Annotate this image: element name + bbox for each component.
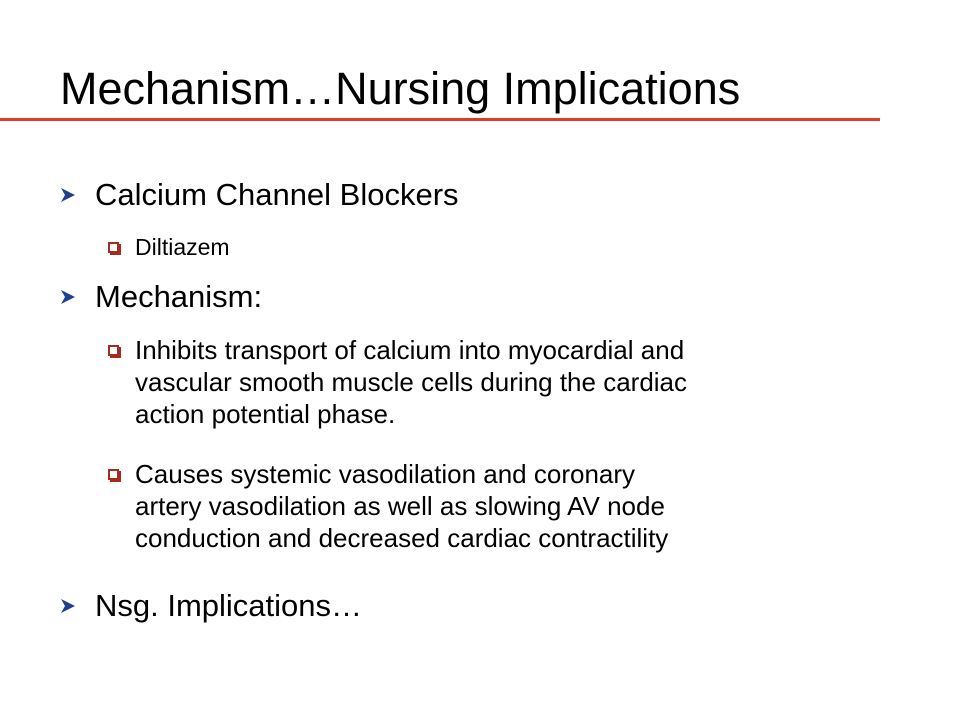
sub-bullet-text: Diltiazem — [135, 234, 230, 260]
bullet-text: Mechanism: — [95, 279, 263, 314]
text-line: conduction and decreased cardiac contractility — [135, 523, 669, 553]
arrow-bullet-icon — [60, 598, 76, 614]
square-bullet-icon — [108, 242, 119, 253]
text-line: artery vasodilation as well as slowing AV node — [135, 491, 665, 521]
arrow-bullet-icon — [60, 289, 76, 305]
sub-bullet-text — [135, 458, 905, 554]
bullet-text: Nsg. Implications… — [95, 588, 363, 623]
square-bullet-icon — [108, 345, 119, 356]
square-bullet-icon — [108, 469, 119, 480]
text-line: action potential phase. — [135, 399, 396, 429]
text-line: Causes systemic vasodilation and coronary — [135, 459, 636, 489]
text-line: Inhibits transport of calcium into myocardial and — [135, 335, 685, 365]
bullet-text: Calcium Channel Blockers — [95, 177, 459, 212]
text-line: vascular smooth muscle cells during the cardiac — [135, 367, 688, 397]
arrow-bullet-icon — [60, 187, 76, 203]
slide-title: Mechanism…Nursing Implications — [60, 63, 741, 114]
sub-bullet-text — [135, 334, 905, 430]
